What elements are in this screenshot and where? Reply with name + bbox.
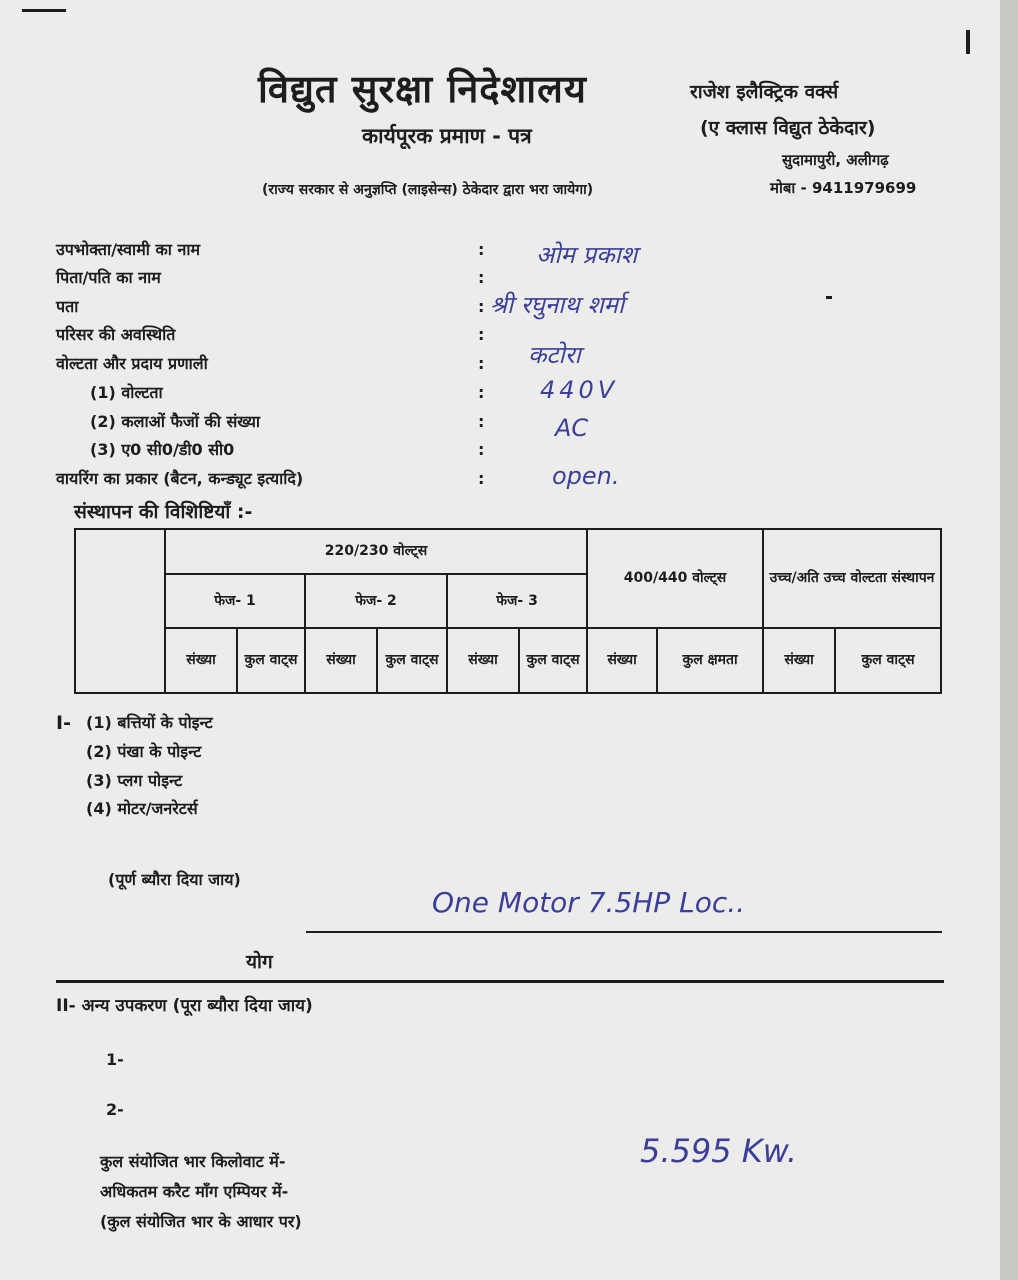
colon: : <box>478 268 485 287</box>
ac-value: AC <box>555 414 589 442</box>
count-header: संख्या <box>165 628 237 693</box>
address-label: पता <box>56 297 79 316</box>
v220-header: 220/230 वोल्ट्स <box>165 529 587 574</box>
wiring-type-label: वायरिंग का प्रकार (बैटन, कन्ड्यूट इत्यादि) <box>56 469 304 488</box>
count-header: संख्या <box>587 628 657 693</box>
equipment-item-2: 2- <box>106 1100 124 1119</box>
page-subtitle: कार्यपूरक प्रमाण - पत्र <box>362 124 532 148</box>
count-header: संख्या <box>305 628 377 693</box>
total-watts-header: कुल वाट्स <box>519 628 587 693</box>
section-divider <box>56 980 944 983</box>
section-one-item: (1) बत्तियों के पोइन्ट <box>86 713 213 732</box>
v400-header: 400/440 वोल्ट्स <box>587 529 763 628</box>
installation-spec-table <box>74 528 942 694</box>
voltage-label: (1) वोल्टता <box>90 383 163 402</box>
phases-label: (2) कलाओं फैजों की संख्या <box>90 412 261 431</box>
margin-mark <box>966 30 970 54</box>
max-current-label: अधिकतम करैट माँग एम्पियर में- <box>100 1182 289 1201</box>
colon: : <box>478 297 485 316</box>
detail-note: (पूर्ण ब्यौरा दिया जाय) <box>108 870 241 889</box>
total-watts-header: कुल वाट्स <box>237 628 305 693</box>
total-capacity-header: कुल क्षमता <box>657 628 763 693</box>
contractor-address: सुदामापुरी, अलीगढ़ <box>782 151 889 169</box>
acdc-label: (3) ए0 सी0/डी0 सी0 <box>90 440 235 459</box>
owner-name-value: ओम प्रकाश <box>536 241 638 269</box>
total-label: योग <box>246 951 273 973</box>
section-two-heading: II- अन्य उपकरण (पूरा ब्यौरा दिया जाय) <box>56 996 313 1016</box>
voltage-system-label: वोल्टता और प्रदाय प्रणाली <box>56 354 208 373</box>
voltage-value: 440V <box>540 376 619 404</box>
phase3-header: फेज- 3 <box>447 574 587 629</box>
adjacent-page-edge <box>1000 0 1018 1280</box>
section-one-item: (3) प्लग पोइन्ट <box>86 771 183 790</box>
contractor-name: राजेश इलैक्ट्रिक वर्क्स <box>690 81 839 103</box>
equipment-item-1: 1- <box>106 1050 124 1069</box>
colon: : <box>478 354 485 373</box>
father-name-label: पिता/पति का नाम <box>56 268 161 287</box>
phase2-header: फेज- 2 <box>305 574 447 629</box>
spec-heading: संस्थापन की विशिष्टियाँ :- <box>74 501 253 523</box>
total-watts-header: कुल वाट्स <box>377 628 447 693</box>
address-value: कटोरा <box>528 341 581 369</box>
page-title: विद्युत सुरक्षा निदेशालय <box>258 67 587 111</box>
count-header: संख्या <box>447 628 519 693</box>
count-header: संख्या <box>763 628 835 693</box>
detail-line <box>306 931 942 933</box>
colon: : <box>478 383 485 402</box>
hv-header: उच्च/अति उच्च वोल्टता संस्थापन <box>763 529 941 628</box>
section-one-item: (2) पंखा के पोइन्ट <box>86 742 202 761</box>
colon: : <box>478 440 485 459</box>
corner-mark <box>22 9 66 12</box>
total-watts-header: कुल वाट्स <box>835 628 941 693</box>
margin-mark <box>826 296 832 299</box>
colon: : <box>478 240 485 259</box>
wiring-value: open. <box>552 462 620 490</box>
row-label-cell <box>75 529 165 693</box>
connected-load-label: कुल संयोजित भार किलोवाट में- <box>100 1152 286 1171</box>
motor-detail-value: One Motor 7.5HP Loc.. <box>432 886 746 919</box>
contractor-class: (ए क्लास विद्युत ठेकेदार) <box>700 117 876 139</box>
owner-name-label: उपभोक्ता/स्वामी का नाम <box>56 240 201 259</box>
load-basis-note: (कुल संयोजित भार के आधार पर) <box>100 1212 302 1231</box>
father-name-value: श्री रघुनाथ शर्मा <box>490 291 625 319</box>
colon: : <box>478 412 485 431</box>
contractor-mobile: मोबा - 9411979699 <box>770 179 917 197</box>
phase1-header: फेज- 1 <box>165 574 305 629</box>
section-one-marker: I- <box>56 712 71 734</box>
colon: : <box>478 325 485 344</box>
premises-label: परिसर की अवस्थिति <box>56 325 176 344</box>
colon: : <box>478 469 485 488</box>
section-one-item: (4) मोटर/जनरेटर्स <box>86 799 198 818</box>
license-note: (राज्य सरकार से अनुज्ञप्ति (लाइसेन्स) ठेकेदार द्वारा भरा जायेगा) <box>262 182 594 198</box>
connected-load-value: 5.595 Kw. <box>640 1132 798 1170</box>
